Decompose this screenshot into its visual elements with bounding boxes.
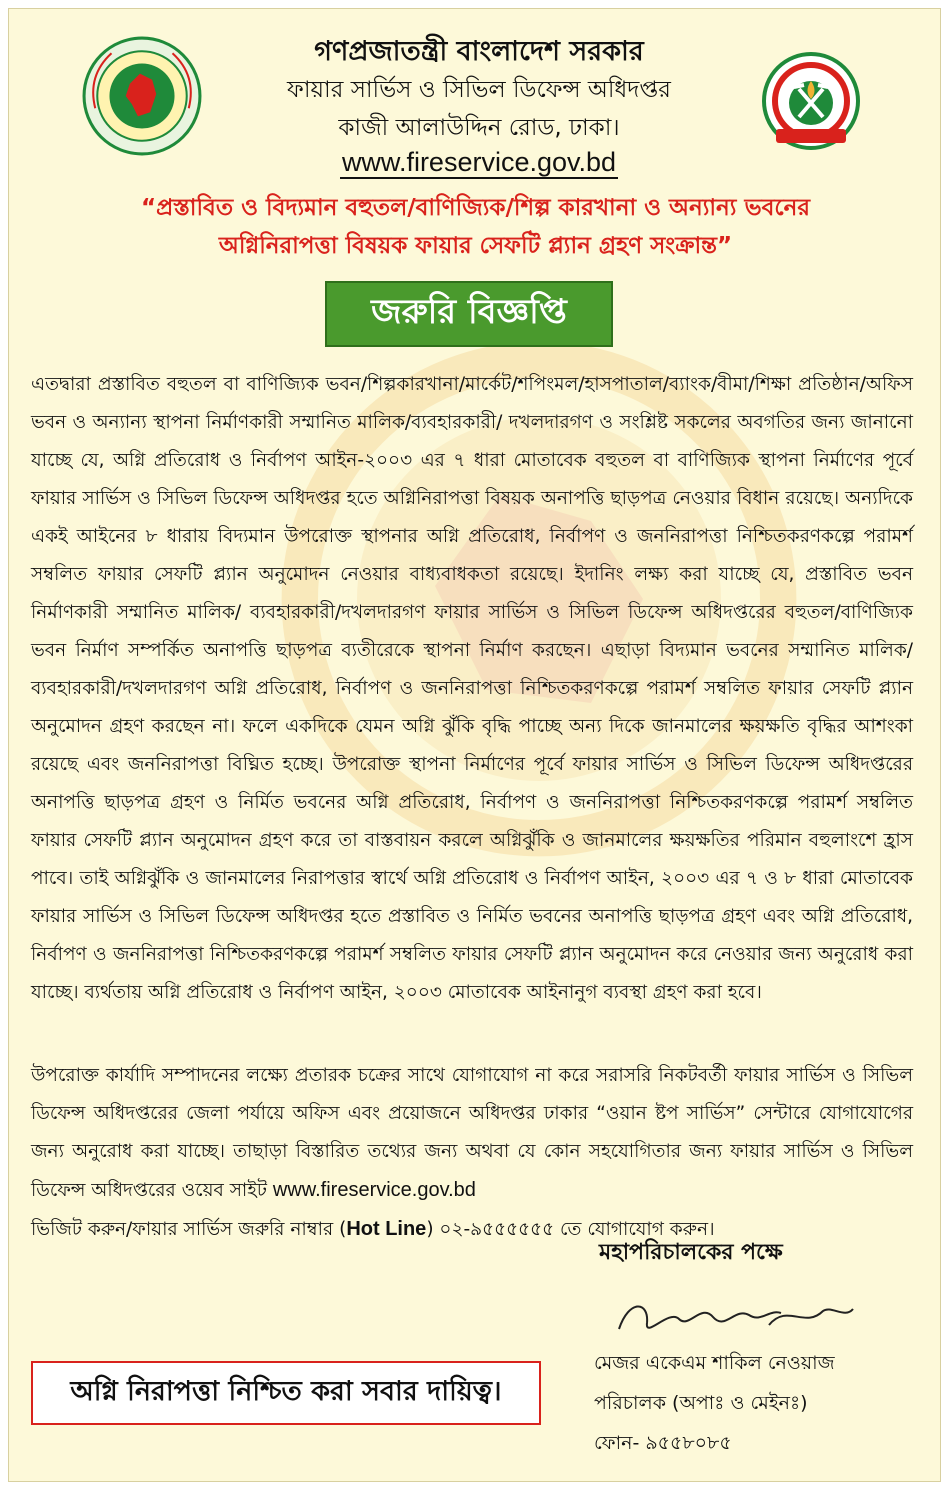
safety-slogan-box: অগ্নি নিরাপত্তা নিশ্চিত করা সবার দায়িত্ব। bbox=[31, 1361, 541, 1425]
paragraph-2-text-a: উপরোক্ত কার্যাদি সম্পাদনের লক্ষ্যে প্রতারক চক্রের সাথে যোগাযোগ না করে সরাসরি নিকটবর্তী ফায়ার সার্ভিস ও সিভিল ডিফেন্স অধিদপ্তরের জেলা পর্যায়ে অফিস এবং প্রয়োজনে অধিদপ্তর ঢাকার “ওয়ান ষ্টপ সার্ভিস” সেন্টারে যোগাযোগের জন্য অনুরোধ করা যাচ্ছে। তাছাড়া বিস্তারিত তথ্যের জন্য অথবা যে কোন সহযোগিতার জন্য ফায়ার সার্ভিস ও সিভিল ডিফেন্স অধিদপ্তরের ওয়েব সাইট bbox=[31, 1065, 913, 1201]
department-name: ফায়ার সার্ভিস ও সিভিল ডিফেন্স অধিদপ্তর bbox=[287, 77, 671, 103]
signer-title: পরিচালক (অপাঃ ও মেইনঃ) bbox=[594, 1392, 808, 1414]
fire-service-emblem-icon bbox=[754, 49, 868, 153]
website-text[interactable]: www.fireservice.gov.bd bbox=[341, 147, 617, 177]
hotline-label: Hot Line bbox=[346, 1218, 427, 1240]
urgent-notice-title: জরুরি বিজ্ঞপ্তি bbox=[325, 281, 613, 347]
bangladesh-govt-seal-icon bbox=[81, 35, 203, 157]
on-behalf-of: মহাপরিচালকের পক্ষে bbox=[599, 1240, 783, 1265]
notice-page bbox=[8, 8, 941, 1482]
subject-line-2: অগ্নিনিরাপত্তা বিষয়ক ফায়ার সেফটি প্ল্যান গ্রহণ সংক্রান্ত” bbox=[218, 233, 733, 259]
paragraph-2-text-b: ভিজিট করুন/ফায়ার সার্ভিস জরুরি নাম্বার ( bbox=[31, 1219, 347, 1240]
office-address: কাজী আলাউদ্দিন রোড, ঢাকা। bbox=[338, 115, 620, 141]
signer-phone: ফোন- ৯৫৫৮০৮৫ bbox=[594, 1432, 732, 1454]
government-title: গণপ্রজাতন্ত্রী বাংলাদেশ সরকার bbox=[314, 36, 644, 67]
signer-name: মেজর একেএম শাকিল নেওয়াজ bbox=[594, 1352, 835, 1374]
paragraph-website-link[interactable]: www.fireservice.gov.bd bbox=[272, 1179, 476, 1201]
subject-line-1: “প্রস্তাবিত ও বিদ্যমান বহুতল/বাণিজ্যিক/শিল্প কারখানা ও অন্যান্য ভবনের bbox=[140, 195, 811, 221]
notice-paragraph-1: এতদ্বারা প্রস্তাবিত বহুতল বা বাণিজ্যিক ভবন/শিল্পকারখানা/মার্কেট/শপিংমল/হাসপাতাল/ব্যাংক/বীমা/শিক্ষা প্রতিষ্ঠান/অফিস ভবন ও অন্যান্য স্থাপনা নির্মাণকারী সম্মানিত মালিক/ব্যবহারকারী/ দখলদারগণ ও সংশ্লিষ্ট সকলের অবগতির জন্য জানানো যাচ্ছে যে, অগ্নি প্রতিরোধ ও নির্বাপণ আইন-২০০৩ এর ৭ ধারা মোতাবেক বহুতল বা বাণিজ্যিক স্থাপনা নির্মাণের পূর্বে ফায়ার সার্ভিস ও সিভিল ডিফেন্স অধিদপ্তর হতে অগ্নিনিরাপত্তা বিষয়ক অনাপত্তি ছাড়পত্র নেওয়ার বিধান রয়েছে। অন্যদিকে একই আইনের ৮ ধারায় বিদ্যমান উপরোক্ত স্থাপনার অগ্নি প্রতিরোধ, নির্বাপণ ও জননিরাপত্তা নিশ্চিতকরণকল্পে পরামর্শ সম্বলিত ফায়ার সেফটি প্ল্যান অনুমোদন নেওয়ার বাধ্যবাধকতা রয়েছে। ইদানিং লক্ষ্য করা যাচ্ছে যে, প্রস্তাবিত ভবন নির্মাণকারী সম্মানিত মালিক/ ব্যবহারকারী/দখলদারগণ ফায়ার সার্ভিস ও সিভিল ডিফেন্স অধিদপ্তরের বহুতল/বাণিজ্যিক ভবন নির্মাণ সম্পর্কিত অনাপত্তি ছাড়পত্র ব্যতীরেকে স্থাপনা নির্মাণ করছেন। এছাড়া বিদ্যমান ভবনের সম্মানিত মালিক/ ব্যবহারকারী/দখলদারগণ অগ্নি প্রতিরোধ, নির্বাপণ ও জননিরাপত্তা নিশ্চিতকরণকল্পে পরামর্শ সম্বলিত ফায়ার সেফটি প্ল্যান অনুমোদন গ্রহণ করছেন না। ফলে একদিকে যেমন অগ্নি ঝুঁকি বৃদ্ধি পাচ্ছে অন্য দিকে জানমালের ক্ষয়ক্ষতি বৃদ্ধির আশংকা রয়েছে এবং জননিরাপত্তা বিঘ্নিত হচ্ছে। উপরোক্ত স্থাপনা নির্মাণের পূর্বে ফায়ার সার্ভিস ও সিভিল ডিফেন্স অধিদপ্তরের অনাপত্তি ছাড়পত্র গ্রহণ ও নির্মিত ভবনের অগ্নি প্রতিরোধ, নির্বাপণ ও জননিরাপত্তা নিশ্চিতকরণকল্পে পরামর্শ সম্বলিত ফায়ার সেফটি প্ল্যান অনুমোদন গ্রহণ করে তা বাস্তবায়ন করলে অগ্নিঝুঁকি ও জানমালের ক্ষয়ক্ষতির পরিমান বহুলাংশে হ্রাস পাবে। তাই অগ্নিঝুঁকি ও জানমালের নিরাপত্তার স্বার্থে অগ্নি প্রতিরোধ ও নির্বাপণ আইন, ২০০৩ এর ৭ ও ৮ ধারা মোতাবেক ফায়ার সার্ভিস ও সিভিল ডিফেন্স অধিদপ্তর হতে প্রস্তাবিত ও নির্মিত ভবনের অনাপত্তি ছাড়পত্র গ্রহণ এবং অগ্নি প্রতিরোধ, নির্বাপণ ও জননিরাপত্তা নিশ্চিতকরণকল্পে পরামর্শ সম্বলিত ফায়ার সেফটি প্ল্যান অনুমোদন করে নেওয়ার জন্য অনুরোধ করা যাচ্ছে। ব্যর্থতায় অগ্নি প্রতিরোধ ও নির্বাপণ আইন, ২০০৩ মোতাবেক আইনানুগ ব্যবস্থা গ্রহণ করা হবে। bbox=[31, 374, 913, 1003]
notice-paragraph-2 bbox=[31, 1057, 913, 1249]
paragraph-2-text-c: ) ০২-৯৫৫৫৫৫৫ তে যোগাযোগ করুন। bbox=[426, 1219, 715, 1240]
website-link[interactable] bbox=[229, 147, 729, 178]
signature-icon bbox=[609, 1289, 859, 1345]
